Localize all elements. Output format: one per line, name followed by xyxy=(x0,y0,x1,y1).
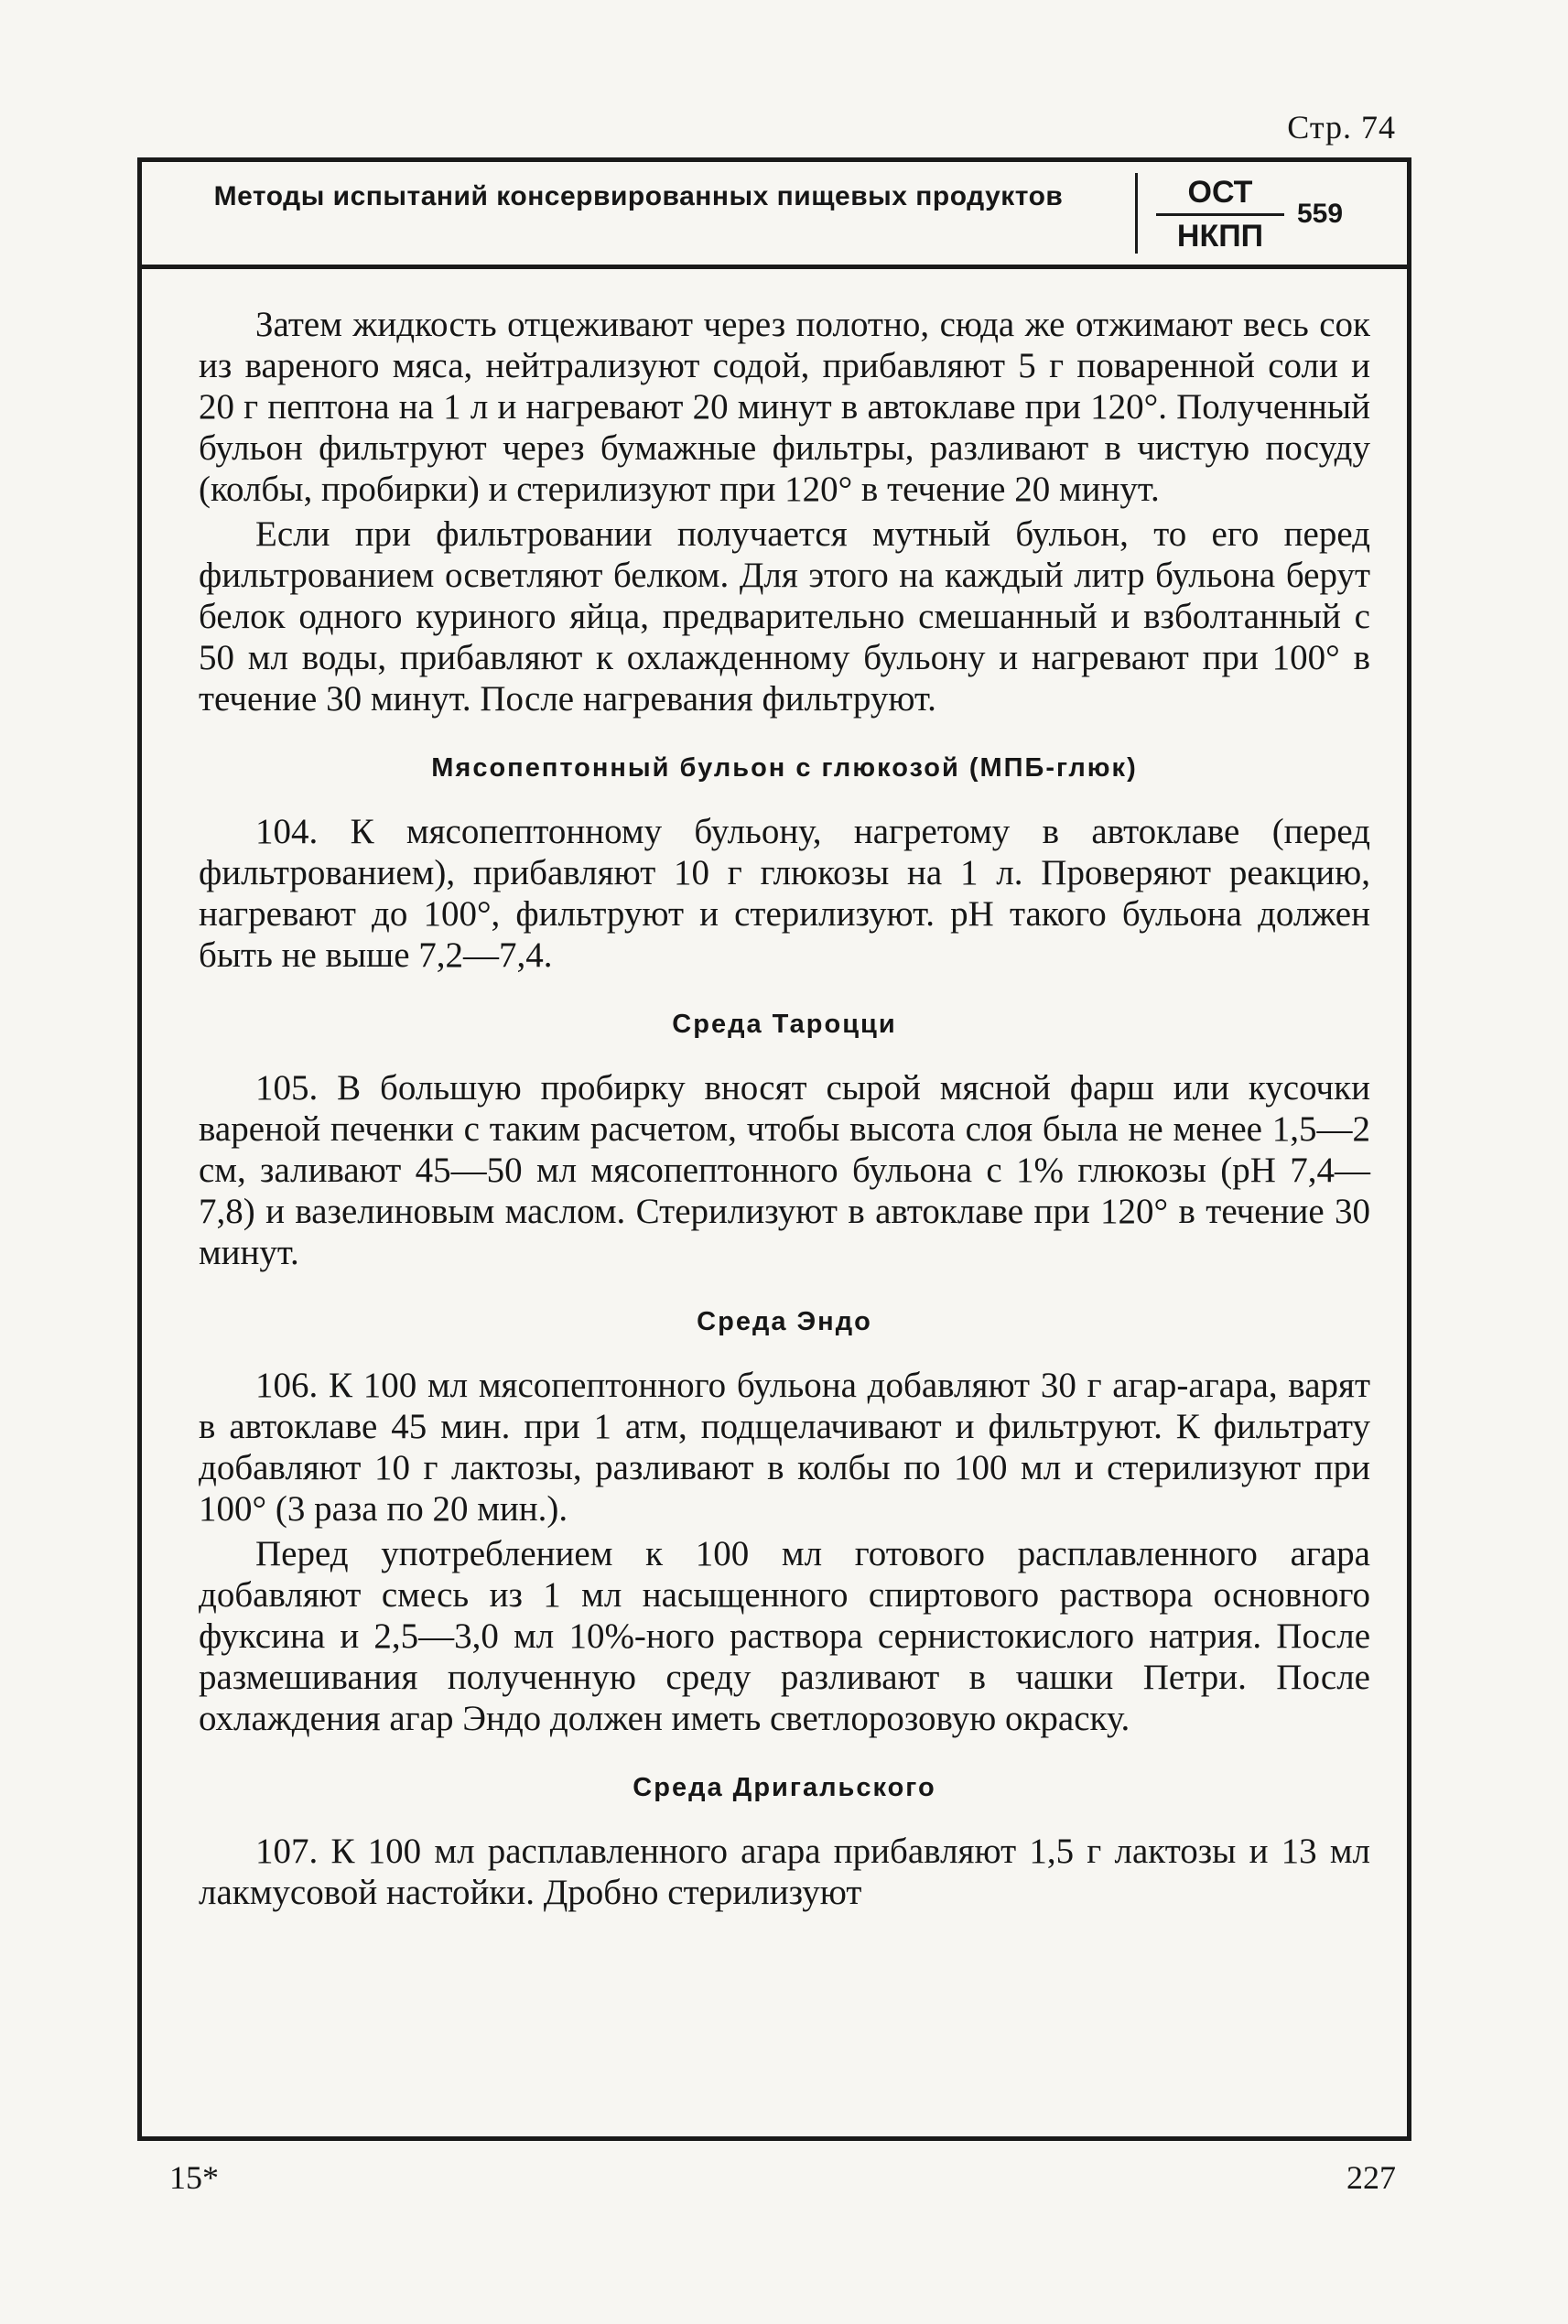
paragraph: 106. К 100 мл мясопептонного бульона добавляют 30 г агар-агара, варят в автоклаве 45 мин. при 1 атм, подщелачивают и фильтруют. К фильтрату добавляют 10 г лактозы, разливают в колбы по 100 мл и стерилизуют при 100° (3 раза по 20 мин.). xyxy=(199,1366,1370,1529)
signature-mark: 15* xyxy=(169,2159,219,2196)
paragraph: Если при фильтровании получается мутный бульон, то его перед фильтрованием осветляют белком. Для этого на каждый литр бульона берут белок одного куриного яйца, предварительно смешанный и взболтанный с 50 мл воды, прибавляют к охлажденному бульону и нагревают при 100° в течение 30 минут. После нагревания фильтруют. xyxy=(199,514,1370,719)
header xyxy=(142,157,1407,269)
section-heading: Среда Дригальского xyxy=(633,1773,936,1802)
page-label: Стр. 74 xyxy=(1287,109,1396,146)
standard-number: 559 xyxy=(1297,199,1344,229)
header-title: Методы испытаний консервированных пищевых продуктов xyxy=(213,181,1064,211)
bottom-rule xyxy=(137,2136,1411,2141)
standard-bottom: НКПП xyxy=(1176,219,1264,254)
section-heading: Мясопептонный бульон с глюкозой (МПБ-глюк) xyxy=(431,753,1138,783)
standard-top: ОСТ xyxy=(1156,173,1284,216)
paragraph: 105. В большую пробирку вносят сырой мясной фарш или кусочки вареной печенки с таким расчетом, чтобы высота слоя была не менее 1,5—2 см, заливают 45—50 мл мясопептонного бульона с 1% глюкозы (pH 7,4—7,8) и вазелиновым маслом. Стерилизуют в автоклаве при 120° в течение 30 минут. xyxy=(199,1068,1370,1272)
page-frame xyxy=(137,157,1411,2136)
section-heading: Среда Тароцци xyxy=(672,1010,897,1039)
paragraph: 104. К мясопептонному бульону, нагретому в автоклаве (перед фильтрованием), прибавляют 10 г глюкозы на 1 л. Проверяют реакцию, нагревают до 100°, фильтруют и стерилизуют. pH такого бульона должен быть не выше 7,2—7,4. xyxy=(199,812,1370,975)
body-text xyxy=(199,304,1370,1913)
standard-designation xyxy=(1156,173,1284,256)
paragraph: Перед употреблением к 100 мл готового расплавленного агара добавляют смесь из 1 мл насыщенного спиртового раствора основного фуксина и 2,5—3,0 мл 10%-ного раствора сернистокислого натрия. После размешивания полученную среду разливают в чашки Петри. После охлаждения агар Эндо должен иметь светлорозовую окраску. xyxy=(199,1534,1370,1738)
paragraph: Затем жидкость отцеживают через полотно, сюда же отжимают весь сок из вареного мяса, нейтрализуют содой, прибавляют 5 г поваренной соли и 20 г пептона на 1 л и нагревают 20 минут в автоклаве при 120°. Полученный бульон фильтруют через бумажные фильтры, разливают в чистую посуду (колбы, пробирки) и стерилизуют при 120° в течение 20 минут. xyxy=(199,305,1370,509)
page-number: 227 xyxy=(1346,2159,1396,2196)
header-divider xyxy=(1135,173,1138,254)
paragraph: 107. К 100 мл расплавленного агара прибавляют 1,5 г лактозы и 13 мл лакмусовой настойки. Дробно стерилизуют xyxy=(199,1832,1370,1912)
section-heading: Среда Эндо xyxy=(697,1307,872,1336)
